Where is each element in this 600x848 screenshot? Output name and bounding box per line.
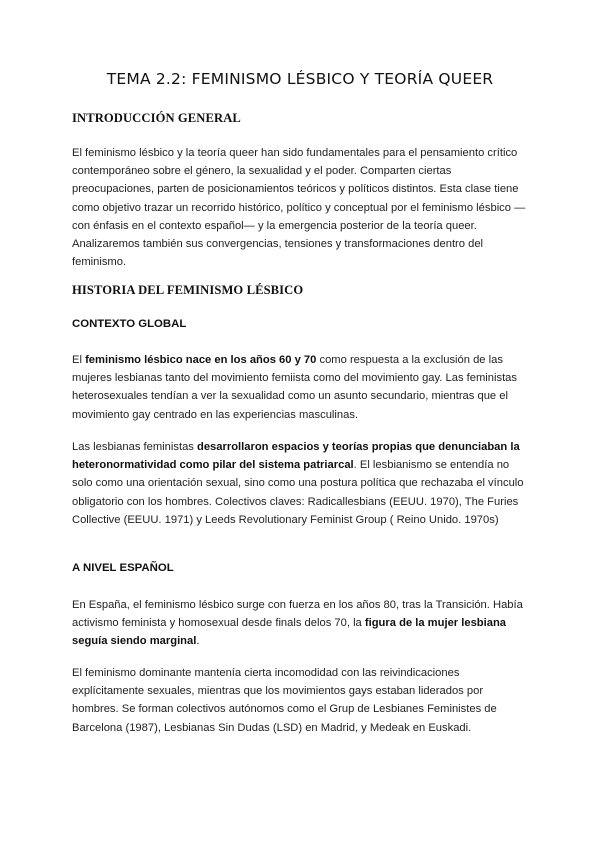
emphasis: feminismo lésbico nace en los años 60 y 70: [85, 354, 317, 366]
intro-paragraph: El feminismo lésbico y la teoría queer han sido fundamentales para el pensamiento crítico contemporáneo sobre el género, la sexualidad y el poder. Comparten ciertas preocupaciones, parten de posicionamientos teóricos y políticos distintos. Esta clase tiene como objetivo trazar un recorrido histórico, político y conceptual por el feminismo lésbico —con énfasis en el contexto español— y la emergencia posterior de la teoría queer. Analizaremos también sus convergencias, tensiones y transformaciones dentro del feminismo.: [72, 147, 526, 269]
global-context-heading: CONTEXTO GLOBAL: [72, 318, 187, 330]
spain-paragraph-1: En España, el feminismo lésbico surge con fuerza en los años 80, tras la Transición. Había activismo feminista y homosexual desde finals delos 70, la figura de la mujer lesbiana seguía siendo marginal.: [72, 599, 523, 648]
emphasis: figura de la mujer lesbiana seguía siendo marginal: [72, 617, 507, 648]
spain-paragraph-2: El feminismo dominante mantenía cierta incomodidad con las reivindicaciones explícitamente sexuales, mientras que los movimientos gays estaban liderados por hombres. Se forman colectivos autónomos como el Grup de Lesbianes Feministes de Barcelona (1987), Lesbianas Sin Dudas (LSD) en Madrid, y Medeak en Euskadi.: [72, 667, 497, 734]
spain-heading: A NIVEL ESPAÑOL: [72, 562, 174, 574]
history-heading: HISTORIA DEL FEMINISMO LÉSBICO: [72, 283, 304, 297]
emphasis: desarrollaron espacios y teorías propias que denunciaban la heteronormatividad como pilar del sistema patriarcal: [72, 441, 520, 472]
page-title: TEMA 2.2: FEMINISMO LÉSBICO Y TEORÍA QUEER: [106, 70, 494, 88]
global-paragraph-1: El feminismo lésbico nace en los años 60 y 70 como respuesta a la exclusión de las mujeres lesbianas tanto del movimiento femiista como del movimiento gay. Las feministas heterosexuales tendían a ver la sexualidad como un asunto secundario, mientras que el movimiento gay centrado en las experiencias masculinas.: [72, 354, 518, 421]
intro-heading: INTRODUCCIÓN GENERAL: [72, 111, 241, 125]
global-paragraph-2: Las lesbianas feministas desarrollaron espacios y teorías propias que denunciaban la heteronormatividad como pilar del sistema patriarcal. El lesbianismo se entendía no solo como una orientación sexual, sino como una postura política que rechazaba el vínculo obligatorio con los hombres. Colectivos claves: Radicallesbians (EEUU. 1970), The Furies Collective (EEUU. 1971) y Leeds Revolutionary Feminist Group ( Reino Unido. 1970s): [72, 441, 524, 526]
